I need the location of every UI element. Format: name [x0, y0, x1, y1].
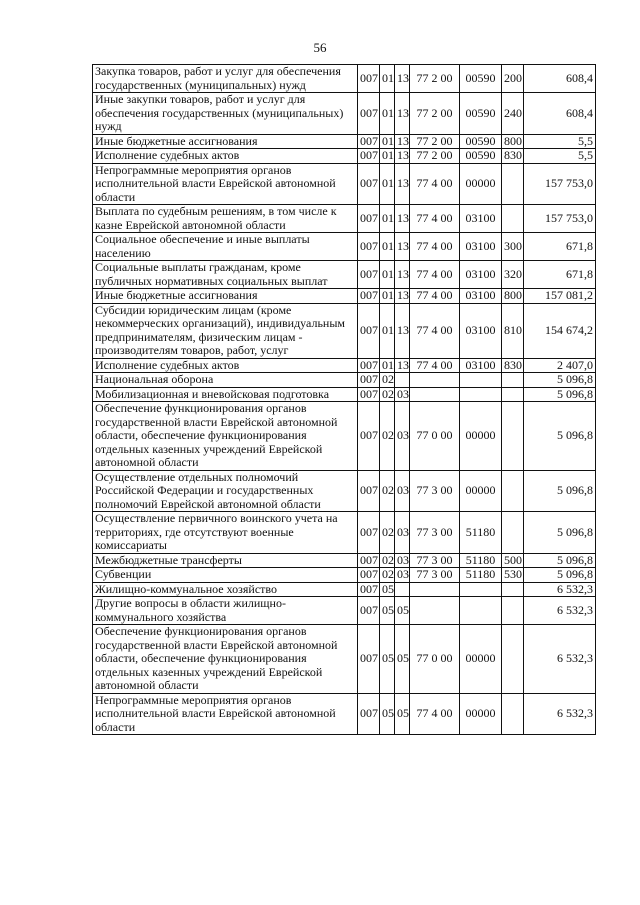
row-name: Иные закупки товаров, работ и услуг для обеспечения государственных (муниципальных) нужд [93, 93, 358, 135]
program-code: 77 3 00 [410, 512, 460, 554]
section-code: 05 [380, 693, 395, 735]
row-name: Исполнение судебных актов [93, 149, 358, 164]
program-code [410, 597, 460, 625]
row-name: Жилищно-коммунальное хозяйство [93, 582, 358, 597]
row-name: Субсидии юридическим лицам (кроме некоммерческих организаций), индивидуальным предпринимателям, физическим лицам - производителям товаров, работ, услуг [93, 303, 358, 358]
direction-code: 00590 [460, 93, 502, 135]
row-name: Исполнение судебных актов [93, 358, 358, 373]
amount: 671,8 [524, 261, 596, 289]
direction-code [460, 597, 502, 625]
section-code: 02 [380, 387, 395, 402]
section-code: 01 [380, 163, 395, 205]
ministry-code: 007 [358, 470, 380, 512]
direction-code: 00000 [460, 625, 502, 694]
program-code: 77 2 00 [410, 134, 460, 149]
expense-type-code [502, 387, 524, 402]
program-code: 77 3 00 [410, 470, 460, 512]
table-row [93, 625, 596, 694]
section-code: 01 [380, 205, 395, 233]
direction-code: 51180 [460, 568, 502, 583]
subsection-code: 13 [395, 289, 410, 304]
section-code: 01 [380, 289, 395, 304]
table-row [93, 93, 596, 135]
expense-type-code [502, 582, 524, 597]
ministry-code: 007 [358, 93, 380, 135]
section-code: 01 [380, 261, 395, 289]
ministry-code: 007 [358, 149, 380, 164]
direction-code: 00000 [460, 163, 502, 205]
row-name: Иные бюджетные ассигнования [93, 134, 358, 149]
row-name: Национальная оборона [93, 373, 358, 388]
section-code: 02 [380, 373, 395, 388]
row-name: Мобилизационная и вневойсковая подготовка [93, 387, 358, 402]
subsection-code: 13 [395, 149, 410, 164]
table-row [93, 470, 596, 512]
amount: 5,5 [524, 149, 596, 164]
subsection-code [395, 373, 410, 388]
amount: 5 096,8 [524, 387, 596, 402]
expense-type-code: 240 [502, 93, 524, 135]
row-name: Обеспечение функционирования органов государственной власти Еврейской автономной области, обеспечение функционирования отдельных казенных учреждений Еврейской автономной области [93, 625, 358, 694]
row-name: Социальные выплаты гражданам, кроме публичных нормативных социальных выплат [93, 261, 358, 289]
row-name: Осуществление отдельных полномочий Российской Федерации и государственных полномочий Еврейской автономной области [93, 470, 358, 512]
subsection-code: 05 [395, 693, 410, 735]
direction-code: 03100 [460, 358, 502, 373]
ministry-code: 007 [358, 693, 380, 735]
expense-type-code: 810 [502, 303, 524, 358]
direction-code: 00590 [460, 149, 502, 164]
expense-type-code [502, 693, 524, 735]
expense-type-code [502, 205, 524, 233]
amount: 154 674,2 [524, 303, 596, 358]
subsection-code: 03 [395, 470, 410, 512]
ministry-code: 007 [358, 289, 380, 304]
expense-type-code [502, 163, 524, 205]
ministry-code: 007 [358, 261, 380, 289]
table-row [93, 163, 596, 205]
program-code: 77 4 00 [410, 693, 460, 735]
subsection-code: 05 [395, 625, 410, 694]
program-code [410, 373, 460, 388]
ministry-code: 007 [358, 512, 380, 554]
row-name: Обеспечение функционирования органов государственной власти Еврейской автономной области, обеспечение функционирования отдельных казенных учреждений Еврейской автономной области [93, 402, 358, 471]
subsection-code: 13 [395, 358, 410, 373]
direction-code: 00000 [460, 470, 502, 512]
amount: 5 096,8 [524, 568, 596, 583]
table-row [93, 134, 596, 149]
direction-code: 51180 [460, 512, 502, 554]
subsection-code [395, 582, 410, 597]
direction-code [460, 373, 502, 388]
expense-type-code [502, 402, 524, 471]
subsection-code: 03 [395, 512, 410, 554]
program-code: 77 0 00 [410, 402, 460, 471]
ministry-code: 007 [358, 553, 380, 568]
direction-code: 00590 [460, 65, 502, 93]
program-code: 77 2 00 [410, 93, 460, 135]
section-code: 02 [380, 512, 395, 554]
direction-code: 03100 [460, 205, 502, 233]
program-code: 77 4 00 [410, 358, 460, 373]
subsection-code: 13 [395, 134, 410, 149]
amount: 608,4 [524, 93, 596, 135]
expense-type-code: 800 [502, 134, 524, 149]
subsection-code: 03 [395, 553, 410, 568]
ministry-code: 007 [358, 373, 380, 388]
direction-code: 03100 [460, 289, 502, 304]
row-name: Другие вопросы в области жилищно-коммунального хозяйства [93, 597, 358, 625]
amount: 6 532,3 [524, 625, 596, 694]
amount: 6 532,3 [524, 693, 596, 735]
expense-type-code: 200 [502, 65, 524, 93]
amount: 157 753,0 [524, 163, 596, 205]
section-code: 01 [380, 93, 395, 135]
table-row [93, 358, 596, 373]
section-code: 02 [380, 402, 395, 471]
table-row [93, 693, 596, 735]
ministry-code: 007 [358, 205, 380, 233]
subsection-code: 13 [395, 261, 410, 289]
amount: 5 096,8 [524, 373, 596, 388]
ministry-code: 007 [358, 233, 380, 261]
direction-code: 00000 [460, 693, 502, 735]
row-name: Межбюджетные трансферты [93, 553, 358, 568]
table-row [93, 261, 596, 289]
expense-type-code: 830 [502, 149, 524, 164]
section-code: 01 [380, 65, 395, 93]
subsection-code: 03 [395, 402, 410, 471]
table-row [93, 512, 596, 554]
table-row [93, 402, 596, 471]
program-code: 77 4 00 [410, 261, 460, 289]
table-row [93, 597, 596, 625]
ministry-code: 007 [358, 134, 380, 149]
row-name: Субвенции [93, 568, 358, 583]
ministry-code: 007 [358, 303, 380, 358]
table-row [93, 149, 596, 164]
section-code: 01 [380, 233, 395, 261]
expense-type-code: 300 [502, 233, 524, 261]
amount: 157 081,2 [524, 289, 596, 304]
table-row [93, 568, 596, 583]
expense-type-code: 800 [502, 289, 524, 304]
expense-type-code [502, 373, 524, 388]
section-code: 05 [380, 582, 395, 597]
program-code: 77 2 00 [410, 65, 460, 93]
expense-type-code [502, 470, 524, 512]
row-name: Непрограммные мероприятия органов исполнительной власти Еврейской автономной области [93, 163, 358, 205]
ministry-code: 007 [358, 597, 380, 625]
direction-code: 00000 [460, 402, 502, 471]
subsection-code: 13 [395, 303, 410, 358]
program-code: 77 3 00 [410, 553, 460, 568]
table-row [93, 233, 596, 261]
section-code: 02 [380, 568, 395, 583]
subsection-code: 03 [395, 568, 410, 583]
ministry-code: 007 [358, 358, 380, 373]
section-code: 01 [380, 358, 395, 373]
section-code: 02 [380, 553, 395, 568]
amount: 157 753,0 [524, 205, 596, 233]
amount: 6 532,3 [524, 597, 596, 625]
row-name: Социальное обеспечение и иные выплаты населению [93, 233, 358, 261]
direction-code: 00590 [460, 134, 502, 149]
direction-code: 03100 [460, 261, 502, 289]
row-name: Выплата по судебным решениям, в том числе к казне Еврейской автономной области [93, 205, 358, 233]
expense-type-code: 500 [502, 553, 524, 568]
subsection-code: 13 [395, 65, 410, 93]
amount: 6 532,3 [524, 582, 596, 597]
row-name: Закупка товаров, работ и услуг для обеспечения государственных (муниципальных) нужд [93, 65, 358, 93]
program-code [410, 582, 460, 597]
ministry-code: 007 [358, 582, 380, 597]
program-code: 77 3 00 [410, 568, 460, 583]
direction-code [460, 582, 502, 597]
section-code: 01 [380, 149, 395, 164]
section-code: 02 [380, 470, 395, 512]
amount: 5 096,8 [524, 470, 596, 512]
row-name: Непрограммные мероприятия органов исполнительной власти Еврейской автономной области [93, 693, 358, 735]
subsection-code: 13 [395, 163, 410, 205]
budget-table [92, 64, 596, 735]
expense-type-code [502, 597, 524, 625]
page-number: 56 [313, 40, 327, 55]
subsection-code: 13 [395, 93, 410, 135]
subsection-code: 13 [395, 205, 410, 233]
ministry-code: 007 [358, 402, 380, 471]
section-code: 01 [380, 134, 395, 149]
section-code: 05 [380, 625, 395, 694]
expense-type-code: 830 [502, 358, 524, 373]
direction-code: 03100 [460, 303, 502, 358]
program-code: 77 2 00 [410, 149, 460, 164]
subsection-code: 05 [395, 597, 410, 625]
ministry-code: 007 [358, 625, 380, 694]
ministry-code: 007 [358, 65, 380, 93]
table-row [93, 65, 596, 93]
row-name: Осуществление первичного воинского учета на территориях, где отсутствуют военные комиссариаты [93, 512, 358, 554]
ministry-code: 007 [358, 568, 380, 583]
table-row [93, 553, 596, 568]
program-code: 77 4 00 [410, 303, 460, 358]
table-row [93, 289, 596, 304]
program-code [410, 387, 460, 402]
section-code: 01 [380, 303, 395, 358]
amount: 608,4 [524, 65, 596, 93]
amount: 5,5 [524, 134, 596, 149]
subsection-code: 03 [395, 387, 410, 402]
table-row [93, 387, 596, 402]
table-row [93, 303, 596, 358]
section-code: 05 [380, 597, 395, 625]
amount: 5 096,8 [524, 553, 596, 568]
direction-code: 51180 [460, 553, 502, 568]
table-body [93, 65, 596, 735]
direction-code: 03100 [460, 233, 502, 261]
program-code: 77 4 00 [410, 289, 460, 304]
expense-type-code: 530 [502, 568, 524, 583]
amount: 5 096,8 [524, 512, 596, 554]
ministry-code: 007 [358, 163, 380, 205]
expense-type-code: 320 [502, 261, 524, 289]
table-row [93, 373, 596, 388]
ministry-code: 007 [358, 387, 380, 402]
amount: 2 407,0 [524, 358, 596, 373]
table-row [93, 205, 596, 233]
row-name: Иные бюджетные ассигнования [93, 289, 358, 304]
subsection-code: 13 [395, 233, 410, 261]
expense-type-code [502, 625, 524, 694]
amount: 5 096,8 [524, 402, 596, 471]
amount: 671,8 [524, 233, 596, 261]
program-code: 77 4 00 [410, 233, 460, 261]
table-row [93, 582, 596, 597]
direction-code [460, 387, 502, 402]
expense-type-code [502, 512, 524, 554]
program-code: 77 0 00 [410, 625, 460, 694]
program-code: 77 4 00 [410, 205, 460, 233]
program-code: 77 4 00 [410, 163, 460, 205]
